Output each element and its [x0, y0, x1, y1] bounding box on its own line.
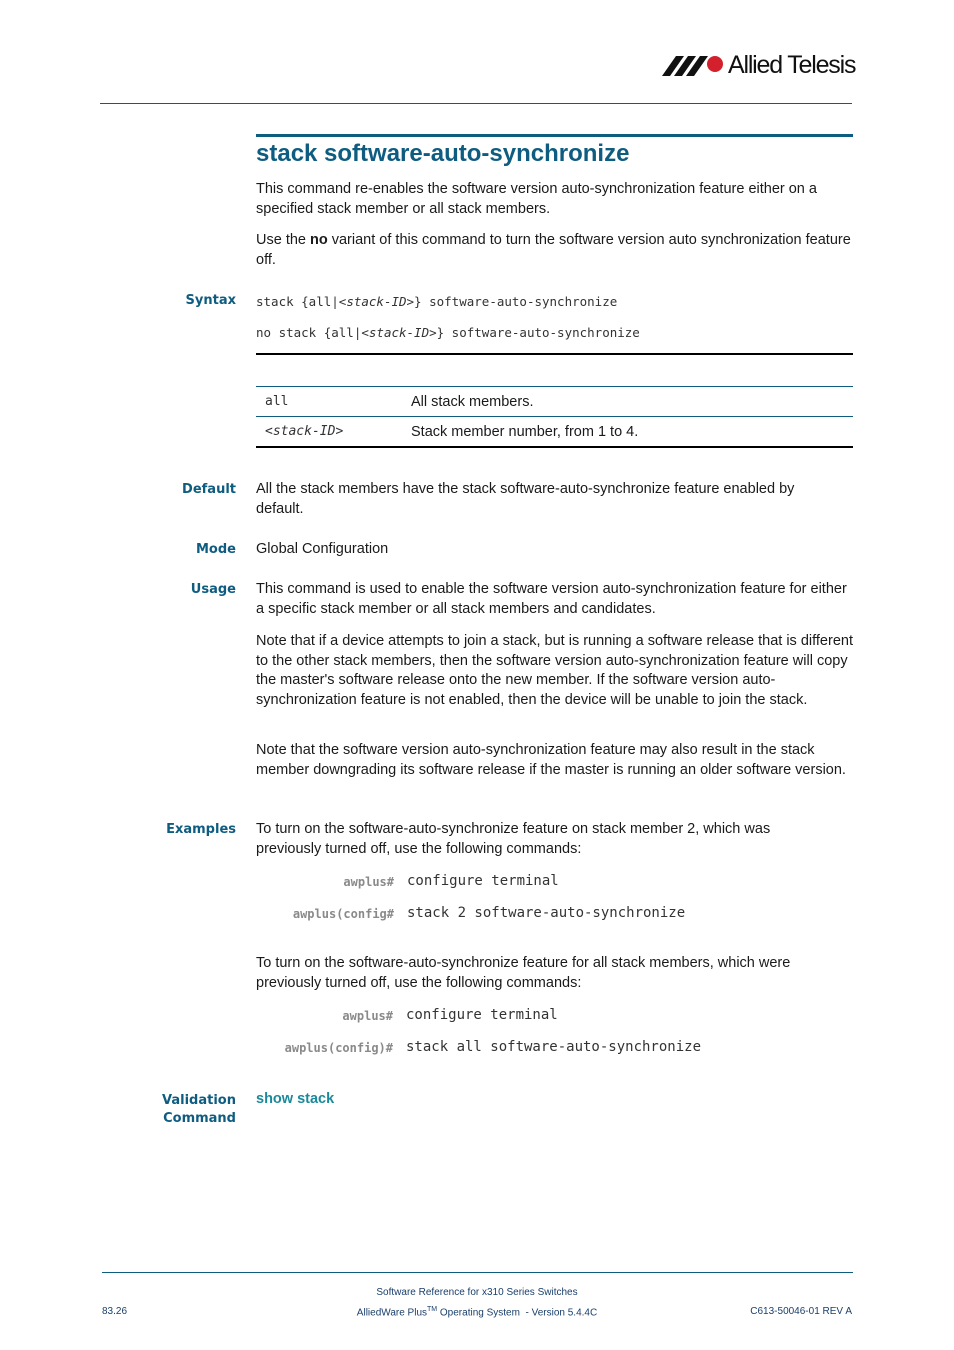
example-1-command-1: configure terminal: [407, 873, 559, 889]
validation-label-line-2: Command: [163, 1111, 236, 1126]
page-title: stack software-auto-synchronize: [256, 140, 630, 167]
syntax-1-pre: stack {all|<: [256, 294, 347, 309]
param-description: All stack members.: [411, 387, 853, 417]
no-variant-paragraph: [256, 231, 851, 270]
footer-doc-id: C613-50046-01 REV A: [750, 1306, 852, 1317]
example-1-prompt-2: awplus(config#: [292, 907, 394, 921]
syntax-label: Syntax: [185, 293, 236, 308]
usage-paragraph-2: Note that if a device attempts to join a stack, but is running a software release that is different to the other stack members, then the software version auto-synchronization feature will copy the master's software release onto the new member. If the software version auto-synchronization feature is not enabled, then the device will be unable to join the stack.: [256, 633, 853, 708]
no-variant-before: Use the: [256, 232, 310, 248]
footer-product-pre: AlliedWare Plus: [356, 1307, 428, 1319]
syntax-2-pre: no stack {all|<: [256, 325, 369, 340]
example-2-command-2: stack all software-auto-synchronize: [406, 1039, 702, 1055]
usage-paragraph-3: Note that the software version auto-synchronization feature may also result in the stack member downgrading its software release if the master is running an older software version.: [256, 742, 846, 778]
param-description: Stack member number, from 1 to 4.: [411, 417, 853, 448]
footer-title: Software Reference for x310 Series Switches: [376, 1287, 578, 1298]
example-2-prompt-2: awplus(config)#: [284, 1041, 393, 1055]
company-logo: [662, 52, 857, 80]
param-name-pre: <: [265, 424, 273, 439]
allied-telesis-logo-mark: [662, 54, 726, 78]
footer-product-post: Operating System - Version 5.4.4C: [437, 1307, 598, 1319]
parameter-table: [256, 386, 853, 448]
syntax-1-param: stack-ID: [346, 294, 407, 309]
syntax-2-post: >} software-auto-synchronize: [429, 325, 640, 340]
footer-trademark: TM: [427, 1306, 438, 1313]
no-variant-keyword: no: [310, 232, 328, 248]
mode-label: Mode: [196, 542, 236, 557]
show-stack-link[interactable]: show stack: [256, 1091, 335, 1107]
syntax-rule: [256, 353, 853, 355]
example-1-command-2: stack 2 software-auto-synchronize: [407, 905, 686, 921]
table-row: [256, 387, 853, 417]
example-1-prompt-1: awplus#: [343, 875, 394, 889]
intro-paragraph: This command re-enables the software version auto-synchronization feature either on a specified stack member or all stack members.: [256, 181, 817, 217]
header-rule: [100, 103, 852, 104]
example-2-intro: To turn on the software-auto-synchronize feature for all stack members, which were previously turned off, use the following commands:: [256, 955, 791, 991]
footer-rule: [102, 1272, 853, 1273]
usage-label: Usage: [190, 582, 236, 597]
table-row: [256, 417, 853, 448]
syntax-2-param: stack-ID: [368, 325, 430, 340]
param-name-post: >: [335, 424, 344, 439]
param-name-cell: [256, 417, 411, 448]
default-label: Default: [182, 482, 236, 497]
title-rule: [256, 134, 853, 137]
example-2-prompt-1: awplus#: [342, 1009, 393, 1023]
examples-label: Examples: [166, 822, 236, 837]
default-paragraph: All the stack members have the stack software-auto-synchronize feature enabled by default.: [256, 481, 795, 517]
no-variant-after: variant of this command to turn the software version auto synchronization feature off.: [256, 232, 851, 268]
param-name: stack-ID: [272, 424, 336, 439]
mode-text: Global Configuration: [256, 541, 389, 557]
footer-page-number: 83.26: [102, 1306, 128, 1317]
example-2-command-1: configure terminal: [406, 1007, 558, 1023]
param-name-cell: [256, 387, 411, 417]
syntax-line-1: [256, 294, 617, 309]
syntax-line-2: [256, 325, 640, 340]
example-1-intro: To turn on the software-auto-synchronize feature on stack member 2, which was previously turned off, use the following commands:: [256, 821, 771, 857]
validation-label: [162, 1092, 236, 1128]
syntax-1-post: >} software-auto-synchronize: [406, 294, 618, 309]
param-name: all: [265, 394, 289, 409]
usage-paragraph-1: This command is used to enable the software version auto-synchronization feature for either a specific stack member or all stack members and candidates.: [256, 581, 847, 617]
validation-label-line-1: Validation: [162, 1093, 236, 1108]
logo-wordmark: Allied Telesis: [728, 51, 856, 79]
